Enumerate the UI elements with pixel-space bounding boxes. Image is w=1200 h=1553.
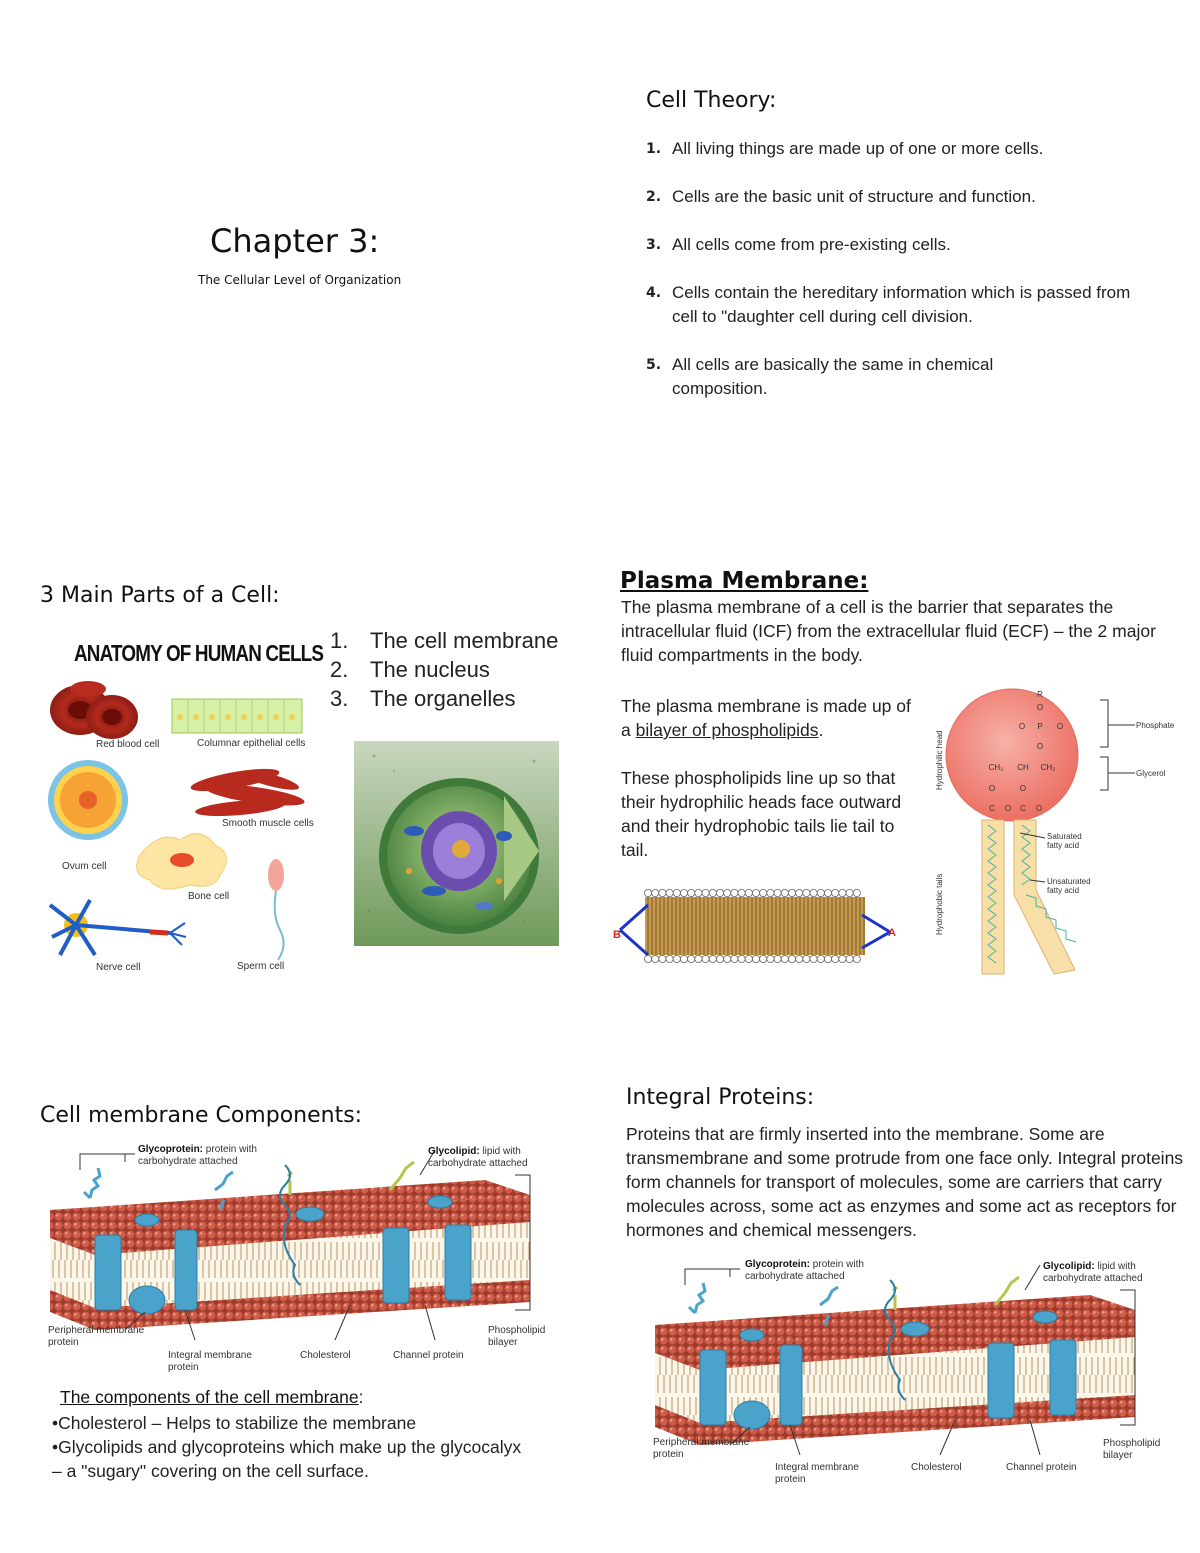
phospholipid-head	[752, 955, 759, 962]
cell-label: Columnar epithelial cells	[197, 738, 306, 749]
bone-cell-icon	[137, 834, 227, 889]
membrane-diagram-1	[45, 1140, 560, 1355]
glycoprotein-desc: protein with carbohydrate attached	[745, 1259, 864, 1282]
plasma-membrane-heading: Plasma Membrane:	[620, 568, 869, 594]
phospholipid-head	[702, 955, 709, 962]
cell-theory-item	[646, 353, 1066, 401]
phospholipid-head	[738, 889, 745, 896]
part-item	[330, 628, 558, 654]
atom-o: O	[1036, 742, 1044, 751]
phospholipid-head	[803, 955, 810, 962]
item-text: All cells come from pre-existing cells.	[672, 235, 951, 254]
glycolipid-desc: lipid with carbohydrate attached	[428, 1146, 528, 1169]
phospholipid-head	[853, 955, 860, 962]
item-text: The cell membrane	[370, 628, 559, 653]
item-number: 3.	[646, 237, 662, 253]
atom-ch2: CH₂	[988, 763, 1004, 772]
phospholipid-head	[803, 889, 810, 896]
item-text: Cells contain the hereditary information which is passed from cell to "daughter cell during cell division.	[672, 283, 1131, 326]
cell-theory-item	[646, 185, 1166, 209]
chapter-title: Chapter 3:	[210, 222, 380, 260]
atom-o: O	[1018, 722, 1026, 731]
phospholipid-head	[817, 889, 824, 896]
atom-c: C	[1020, 804, 1026, 813]
unsaturated-label: Unsaturated fatty acid	[1047, 877, 1091, 895]
chapter-subtitle: The Cellular Level of Organization	[198, 273, 402, 287]
atom-o: O	[1004, 804, 1012, 813]
phospholipid-head	[752, 889, 759, 896]
bilayer-heads-bottom	[644, 955, 860, 962]
peripheral-label: Peripheral membrane protein	[653, 1437, 750, 1460]
phospholipid-head	[767, 889, 774, 896]
cholesterol-label: Cholesterol	[300, 1350, 351, 1361]
channel-label: Channel protein	[393, 1350, 464, 1361]
phospholipid-head	[673, 889, 680, 896]
peripheral-label: Peripheral membrane protein	[48, 1325, 145, 1348]
glycolipid-label	[428, 1146, 538, 1170]
components-lead	[60, 1387, 364, 1408]
cell-theory-item	[646, 233, 1166, 257]
plasma-membrane-para3: These phospholipids line up so that their hydrophilic heads face outward and their hydrophobic tails lie tail to tail.	[621, 768, 902, 860]
part-item	[330, 686, 516, 712]
phospholipid-head	[774, 889, 781, 896]
bilayer-diagram	[610, 880, 910, 980]
component-bullet: •Glycolipids and glycoproteins which make up the glycocalyx – a "sugary" covering on the cell surface.	[52, 1437, 522, 1481]
columnar-epithelial-icon	[172, 699, 302, 733]
phospholipid-head	[738, 955, 745, 962]
phospholipid-head	[673, 955, 680, 962]
phospholipid-head	[781, 955, 788, 962]
item-number: 4.	[646, 285, 662, 301]
phospholipid-head	[788, 889, 795, 896]
cell-theory-heading: Cell Theory:	[646, 88, 777, 113]
phospholipid-head	[796, 955, 803, 962]
plasma-membrane-para2	[621, 694, 921, 742]
phospholipid-head	[666, 955, 673, 962]
phospholipid-head	[796, 889, 803, 896]
cell-theory-item	[646, 137, 1166, 161]
atom-ch2: CH₂	[1040, 763, 1056, 772]
item-number: 2.	[646, 189, 662, 205]
phospholipid-head	[724, 955, 731, 962]
atom-o: O	[988, 784, 996, 793]
phospholipid-head	[745, 889, 752, 896]
item-number: 2.	[330, 657, 349, 682]
components-lead-suffix: :	[358, 1387, 364, 1407]
integral-label: Integral membrane protein	[775, 1462, 859, 1485]
phospholipid-head	[702, 889, 709, 896]
bilayer-heads-top	[644, 889, 860, 896]
phospholipid-head	[824, 889, 831, 896]
phospholipid-head	[716, 955, 723, 962]
phospholipid-label: Phospholipid bilayer	[1103, 1438, 1161, 1461]
item-number: 3.	[330, 686, 349, 711]
atom-o: O	[1056, 722, 1064, 731]
glycerol-label: Glycerol	[1136, 769, 1166, 778]
phospholipid-head	[709, 955, 716, 962]
phospholipid-head	[810, 955, 817, 962]
para2-suffix: .	[818, 720, 824, 740]
phospholipid-head	[695, 955, 702, 962]
phospholipid-head	[659, 955, 666, 962]
atom-c: C	[989, 804, 995, 813]
saturated-label: Saturated fatty acid	[1047, 832, 1082, 850]
integral-proteins-heading: Integral Proteins:	[626, 1085, 815, 1110]
phospholipid-head	[846, 955, 853, 962]
cell-theory-item	[646, 281, 1146, 329]
cell-label: Bone cell	[188, 891, 230, 902]
bilayer-label-a: A	[888, 927, 896, 939]
phospholipid-head	[731, 955, 738, 962]
part-item	[330, 657, 490, 683]
glycolipid-desc: lipid with carbohydrate attached	[1043, 1261, 1143, 1284]
cell-3d-image	[354, 741, 559, 946]
hydrophilic-head-label: Hydrophilic head	[935, 730, 944, 790]
phospholipid-head	[731, 889, 738, 896]
glycolipid-title: Glycolipid:	[428, 1146, 480, 1157]
glycoprotein-desc: protein with carbohydrate attached	[138, 1144, 257, 1167]
sperm-cell-icon	[268, 859, 284, 960]
component-bullet: •Cholesterol – Helps to stabilize the membrane	[52, 1413, 417, 1433]
item-text: The organelles	[370, 686, 516, 711]
ovum-cell-icon	[48, 760, 128, 840]
item-number: 1.	[646, 141, 662, 157]
cell-label: Ovum cell	[62, 861, 107, 872]
integral-label: Integral membrane protein	[168, 1350, 252, 1373]
phospholipid-head	[824, 955, 831, 962]
phospholipid-head	[695, 889, 702, 896]
item-text: The nucleus	[370, 657, 490, 682]
phospholipid-head	[839, 889, 846, 896]
phospholipid-head	[688, 889, 695, 896]
phospholipid-head	[832, 889, 839, 896]
item-text: Cells are the basic unit of structure and function.	[672, 187, 1036, 206]
phospholipid-head	[767, 955, 774, 962]
glycoprotein-title: Glycoprotein:	[138, 1144, 204, 1155]
glycoprotein-label	[138, 1144, 288, 1168]
phospholipid-head	[760, 955, 767, 962]
atom-o: O	[1035, 804, 1043, 813]
glycolipid-title: Glycolipid:	[1043, 1261, 1095, 1272]
glycoprotein-title: Glycoprotein:	[745, 1259, 811, 1270]
cell-label: Red blood cell	[96, 739, 160, 750]
phospholipid-head	[832, 955, 839, 962]
cell-label: Smooth muscle cells	[222, 818, 314, 829]
phospholipid-head	[709, 889, 716, 896]
item-text: All living things are made up of one or more cells.	[672, 139, 1044, 158]
phosphate-label: Phosphate	[1136, 721, 1175, 730]
phospholipid-head	[846, 889, 853, 896]
atom-o: O	[1036, 703, 1044, 712]
phospholipid-head	[760, 889, 767, 896]
item-number: 1.	[330, 628, 349, 653]
phospholipid-head	[788, 955, 795, 962]
hydrophobic-tails-label: Hydrophobic tails	[935, 873, 944, 935]
phospholipid-head	[745, 955, 752, 962]
phospholipid-head	[781, 889, 788, 896]
cell-label: Nerve cell	[96, 962, 141, 973]
components-heading: Cell membrane Components:	[40, 1103, 363, 1128]
phospholipid-head	[817, 955, 824, 962]
atom-r: R	[1037, 690, 1043, 699]
atom-ch: CH	[1017, 763, 1029, 772]
channel-label: Channel protein	[1006, 1462, 1077, 1473]
cell-label: Sperm cell	[237, 961, 285, 972]
phospholipid-head	[724, 889, 731, 896]
integral-proteins-text: Proteins that are firmly inserted into the membrane. Some are transmembrane and some protrude from one face only. Integral proteins form channels for transport of molecules, some are carriers that carry molecules across, some act as enzymes and some act as receptors for hormones and chemical messengers.	[626, 1124, 1184, 1240]
components-lead-text: The components of the cell membrane	[60, 1387, 359, 1407]
para2-prefix: The plasma membrane is made up of a	[621, 696, 911, 740]
item-text: All cells are basically the same in chemical composition.	[672, 355, 994, 398]
phospholipid-head	[716, 889, 723, 896]
nerve-cell-icon	[50, 900, 186, 955]
item-number: 5.	[646, 357, 662, 373]
phospholipid-head	[774, 955, 781, 962]
plasma-membrane-para1: The plasma membrane of a cell is the barrier that separates the intracellular fluid (ICF) from the extracellular fluid (ECF) – the 2 major fluid compartments in the body.	[621, 597, 1156, 665]
glycoprotein-label	[745, 1259, 895, 1283]
phospholipid-head	[644, 889, 651, 896]
phospholipid-head	[810, 889, 817, 896]
phospholipid-head	[652, 955, 659, 962]
phospholipid-head	[666, 889, 673, 896]
main-parts-heading: 3 Main Parts of a Cell:	[40, 583, 280, 608]
anatomy-title: ANATOMY OF HUMAN CELLS	[74, 640, 324, 666]
phospholipid-head	[680, 889, 687, 896]
phospholipid-head	[688, 955, 695, 962]
bilayer-link: bilayer of phospholipids	[635, 720, 819, 740]
phospholipid-head	[652, 889, 659, 896]
cholesterol-label: Cholesterol	[911, 1462, 962, 1473]
smooth-muscle-icon	[189, 764, 305, 819]
phospholipid-head	[853, 889, 860, 896]
phospholipid-head	[659, 889, 666, 896]
red-blood-cell-icon	[50, 681, 138, 739]
bilayer-label-b: B	[613, 929, 621, 941]
phospholipid-head	[839, 955, 846, 962]
atom-p: P	[1037, 722, 1043, 731]
phospholipid-head	[680, 955, 687, 962]
phospholipid-head	[644, 955, 651, 962]
phospholipid-label: Phospholipid bilayer	[488, 1325, 546, 1348]
glycolipid-label	[1043, 1261, 1153, 1285]
atom-o: O	[1019, 784, 1027, 793]
